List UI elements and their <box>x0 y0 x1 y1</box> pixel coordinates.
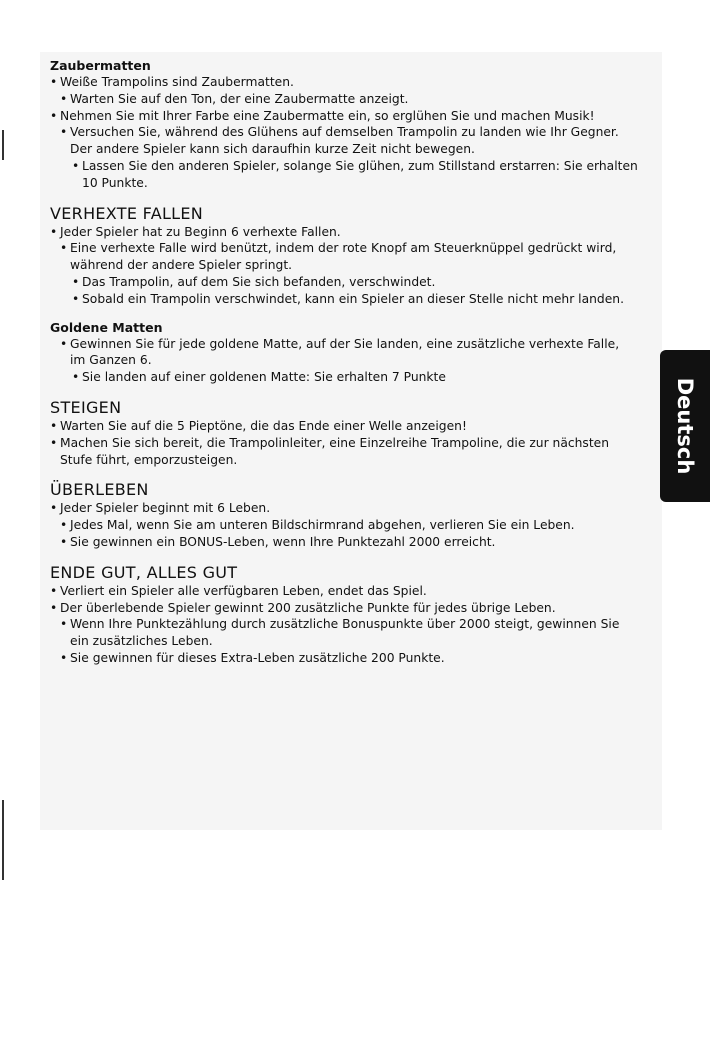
bullet-continuation: Der andere Spieler kann sich daraufhin kurze Zeit nicht bewegen. <box>70 142 475 157</box>
bullet-item: • Sie gewinnen ein BONUS-Leben, wenn Ihre Punktezahl 2000 erreicht. <box>50 534 660 551</box>
bullet-continuation: während der andere Spieler springt. <box>70 258 293 273</box>
binding-edge-mark <box>2 130 4 160</box>
bullet-item: • Gewinnen Sie für jede goldene Matte, auf der Sie landen, eine zusätzliche verhexte Falle, <box>50 336 660 353</box>
section-ueberleben <box>50 480 660 550</box>
bullet-item: • Sie landen auf einer goldenen Matte: Sie erhalten 7 Punkte <box>50 369 660 386</box>
section-verhexte-fallen <box>50 204 660 308</box>
bullet-continuation: ein zusätzliches Leben. <box>70 634 213 649</box>
bullet-item: • Warten Sie auf die 5 Pieptöne, die das Ende einer Welle anzeigen! <box>50 418 660 435</box>
section-ende-gut <box>50 563 660 667</box>
section-title-verhexte-fallen: VERHEXTE FALLEN <box>50 203 204 223</box>
bullet-item: • Sie gewinnen für dieses Extra-Leben zusätzliche 200 Punkte. <box>50 650 660 667</box>
bullet-item: • Wenn Ihre Punktezählung durch zusätzliche Bonuspunkte über 2000 steigt, gewinnen Sie <box>50 616 660 633</box>
section-goldene-matten <box>50 320 660 386</box>
section-zaubermatten <box>50 58 660 192</box>
language-tab-label: Deutsch <box>673 377 697 475</box>
section-steigen <box>50 398 660 468</box>
bullet-item: • Der überlebende Spieler gewinnt 200 zusätzliche Punkte für jedes übrige Leben. <box>50 600 660 617</box>
subheading-zaubermatten: Zaubermatten <box>50 58 151 73</box>
bullet-continuation: im Ganzen 6. <box>70 353 152 368</box>
manual-content <box>50 58 660 667</box>
bullet-item: • Verliert ein Spieler alle verfügbaren Leben, endet das Spiel. <box>50 583 660 600</box>
bullet-item: • Sobald ein Trampolin verschwindet, kann ein Spieler an dieser Stelle nicht mehr landen. <box>50 291 660 308</box>
bullet-item: • Eine verhexte Falle wird benützt, indem der rote Knopf am Steuerknüppel gedrückt wird, <box>50 240 660 257</box>
section-title-ueberleben: ÜBERLEBEN <box>50 480 149 500</box>
subheading-goldene-matten: Goldene Matten <box>50 319 163 335</box>
bullet-item: • Jeder Spieler beginnt mit 6 Leben. <box>50 500 660 517</box>
section-title-ende-gut: ENDE GUT, ALLES GUT <box>50 562 238 582</box>
bullet-continuation: 10 Punkte. <box>82 175 148 190</box>
bullet-item: • Nehmen Sie mit Ihrer Farbe eine Zaubermatte ein, so erglühen Sie und machen Musik! <box>50 108 660 125</box>
bullet-item: • Jeder Spieler hat zu Beginn 6 verhexte Fallen. <box>50 224 660 241</box>
bullet-item: • Lassen Sie den anderen Spieler, solange Sie glühen, zum Stillstand erstarren: Sie erhalten <box>50 158 660 175</box>
bullet-item: • Weiße Trampolins sind Zaubermatten. <box>50 74 660 91</box>
bullet-item: • Versuchen Sie, während des Glühens auf demselben Trampolin zu landen wie Ihr Gegner. <box>50 124 660 141</box>
bullet-item: • Das Trampolin, auf dem Sie sich befanden, verschwindet. <box>50 274 660 291</box>
bullet-item: • Machen Sie sich bereit, die Trampolinleiter, eine Einzelreihe Trampoline, die zur nächsten <box>50 435 660 452</box>
bullet-item: • Jedes Mal, wenn Sie am unteren Bildschirmrand abgehen, verlieren Sie ein Leben. <box>50 517 660 534</box>
bullet-continuation: Stufe führt, emporzusteigen. <box>60 452 238 467</box>
binding-edge-mark <box>2 800 4 880</box>
section-title-steigen: STEIGEN <box>50 397 122 417</box>
bullet-item: • Warten Sie auf den Ton, der eine Zaubermatte anzeigt. <box>50 91 660 108</box>
